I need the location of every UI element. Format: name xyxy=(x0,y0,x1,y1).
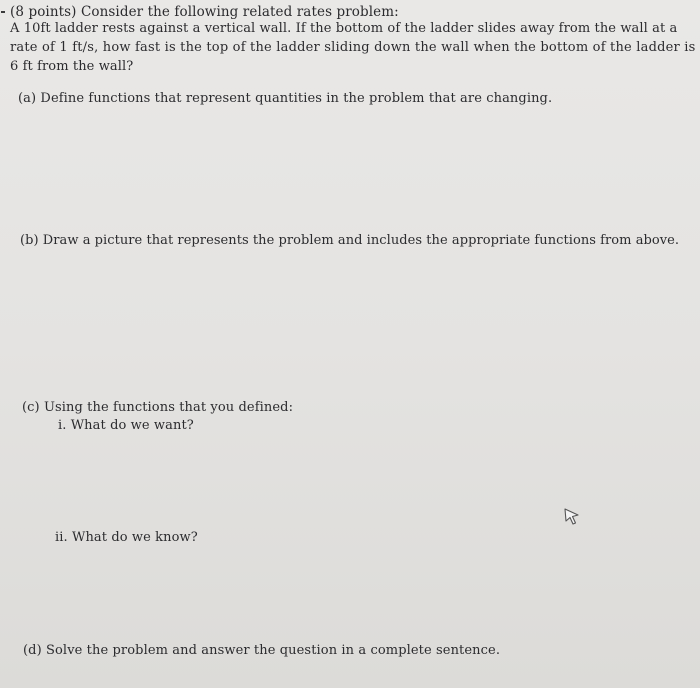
problem-line-3: 6 ft from the wall? xyxy=(10,59,134,74)
part-c-i-prompt: i. What do we want? xyxy=(58,418,194,433)
problem-line-2: rate of 1 ft/s, how fast is the top of the ladder sliding down the wall when the bottom of the ladder is xyxy=(10,40,696,55)
part-b-prompt: (b) Draw a picture that represents the problem and includes the appropriate functions from above. xyxy=(20,233,680,248)
problem-line-1: A 10ft ladder rests against a vertical wall. If the bottom of the ladder slides away from the wall at a xyxy=(10,21,678,36)
part-d-prompt: (d) Solve the problem and answer the question in a complete sentence. xyxy=(23,643,501,658)
problem-header: (8 points) Consider the following related rates problem: xyxy=(10,4,399,20)
part-c-ii-prompt: ii. What do we know? xyxy=(55,530,198,545)
part-a-prompt: (a) Define functions that represent quantities in the problem that are changing. xyxy=(18,91,553,106)
part-c-prompt: (c) Using the functions that you defined: xyxy=(22,400,294,415)
mouse-pointer-icon xyxy=(563,506,581,526)
problem-bullet xyxy=(1,11,5,13)
